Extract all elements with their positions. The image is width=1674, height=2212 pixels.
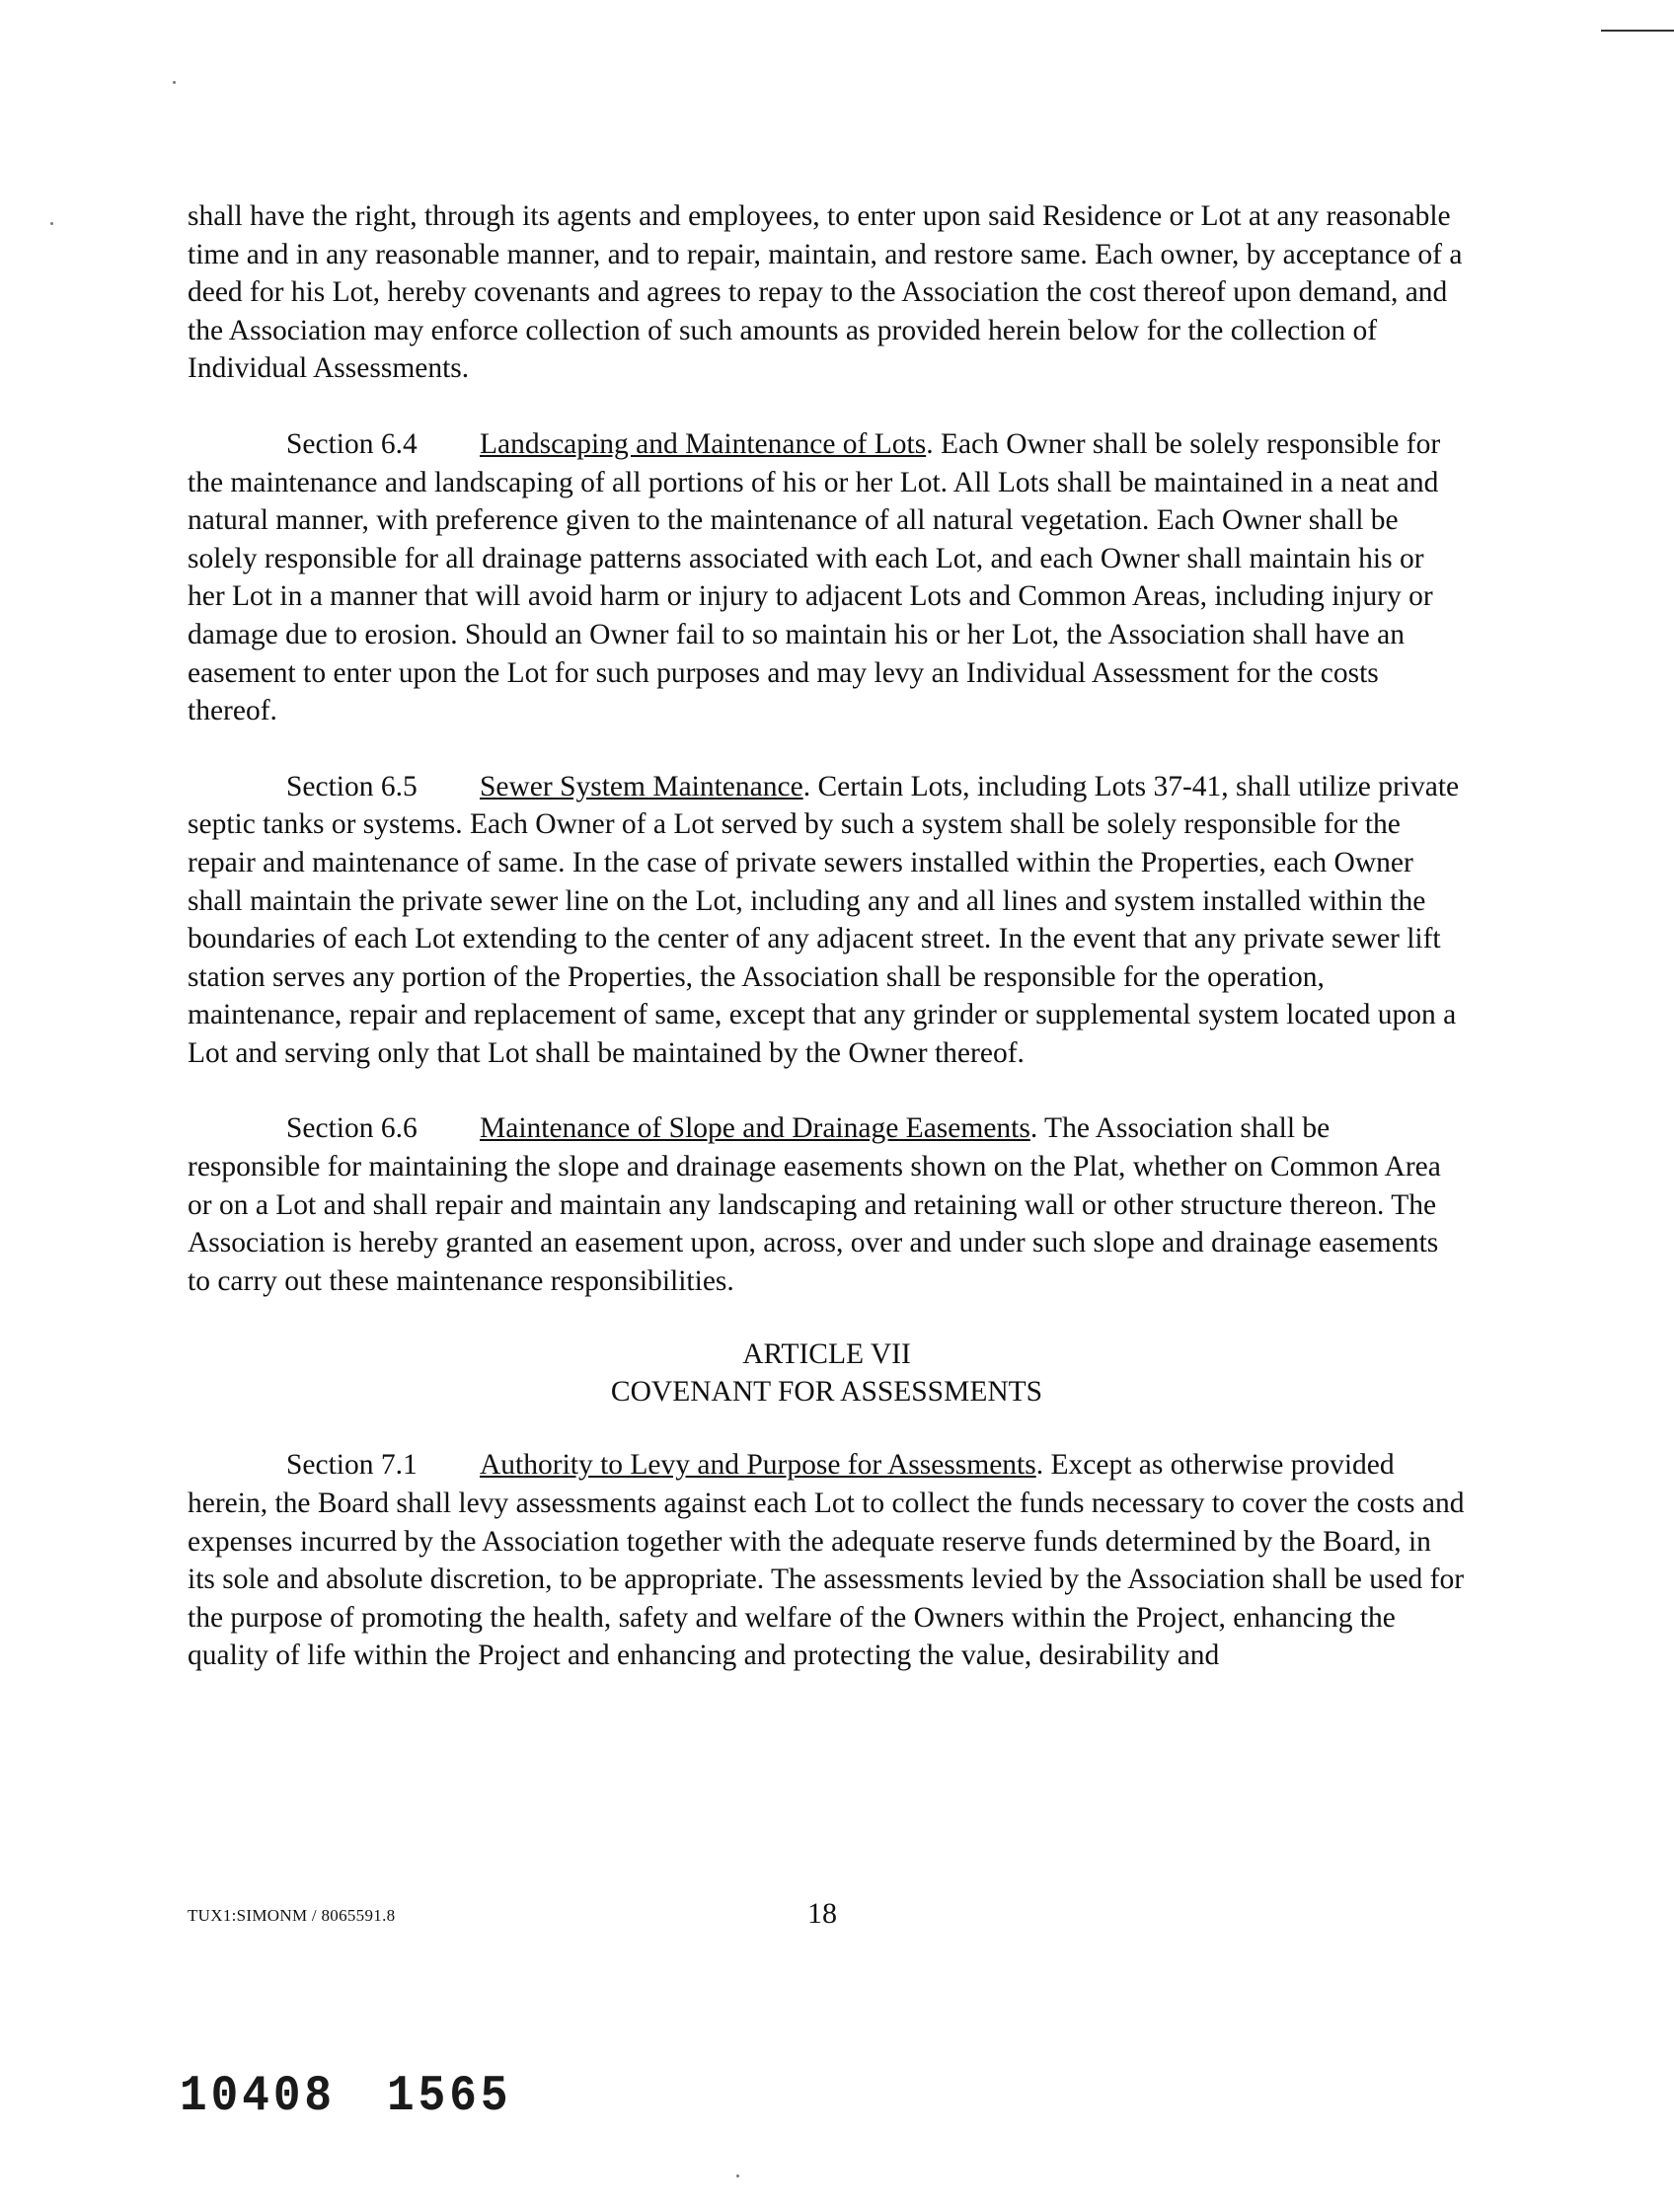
section-7-1 (188, 1446, 1466, 1675)
recording-stamp (180, 2068, 511, 2124)
section-title: Landscaping and Maintenance of Lots (480, 427, 927, 460)
article-number: ARTICLE VII (742, 1338, 911, 1371)
section-number: Section 7.1 (286, 1449, 418, 1482)
section-6-5 (188, 768, 1466, 1073)
scan-speck (173, 81, 176, 84)
section-6-6 (188, 1109, 1466, 1300)
scan-speck (736, 2174, 739, 2177)
section-text: . Each Owner shall be solely responsible for the maintenance and landscaping of all portions of his or her Lot. All Lots shall be maintained in a neat and natural manner, with preference given to the maintenance of all natural vegetation. Each Owner shall be solely responsible for all drainage patterns associated with each Lot, and each Owner shall maintain his or her Lot in a manner that will avoid harm or injury to adjacent Lots and Common Areas, including injury or damage due to erosion. Should an Owner fail to so maintain his or her Lot, the Association shall have an easement to enter upon the Lot for such purposes and may levy an Individual Assessment for the costs thereof. (188, 427, 1441, 727)
section-number: Section 6.4 (286, 427, 418, 460)
footer-document-id: TUX1:SIMONM / 8065591.8 (188, 1906, 396, 1925)
page-number: 18 (807, 1897, 837, 1930)
section-number: Section 6.6 (286, 1112, 418, 1145)
article-title: COVENANT FOR ASSESSMENTS (610, 1376, 1043, 1409)
section-6-4 (188, 425, 1466, 730)
section-text: . Certain Lots, including Lots 37-41, shall utilize private septic tanks or systems. Each Owner of a Lot served by such a system shall be solely responsible for the repair and maintenance of same. In the case of private sewers installed within the Properties, each Owner shall maintain the private sewer line on the Lot, including any and all lines and system installed within the boundaries of each Lot extending to the center of any adjacent street. In the event that any private sewer lift station serves any portion of the Properties, the Association shall be responsible for the operation, maintenance, repair and replacement of same, except that any grinder or supplemental system located upon a Lot and serving only that Lot shall be maintained by the Owner thereof. (188, 770, 1460, 1069)
section-title: Maintenance of Slope and Drainage Easements (480, 1112, 1030, 1145)
article-heading (188, 1335, 1466, 1411)
scan-speck (50, 222, 53, 225)
document-body (188, 197, 1466, 1675)
intro-paragraph: shall have the right, through its agents and employees, to enter upon said Residence or Lot at any reasonable time and in any reasonable manner, and to repair, maintain, and restore same. Each owner, by acceptance of a deed for his Lot, hereby covenants and agrees to repay to the Association the cost thereof upon demand, and the Association may enforce collection of such amounts as provided herein below for the collection of Individual Assessments. (188, 200, 1463, 385)
stamp-page: 1565 (387, 2068, 512, 2125)
section-number: Section 6.5 (286, 770, 418, 802)
stamp-book: 10408 (180, 2068, 337, 2125)
section-title: Sewer System Maintenance (480, 770, 803, 802)
section-text: . Except as otherwise provided herein, the Board shall levy assessments against each Lot to collect the funds necessary to cover the costs and expenses incurred by the Association together with the adequate reserve funds determined by the Board, in its sole and absolute discretion, to be appropriate. The assessments levied by the Association shall be used for the purpose of promoting the health, safety and welfare of the Owners within the Project, enhancing the quality of life within the Project and enhancing and protecting the value, desirability and (188, 1449, 1465, 1672)
section-title: Authority to Levy and Purpose for Assessments (480, 1449, 1036, 1482)
section-text: . The Association shall be responsible for maintaining the slope and drainage easements shown on the Plat, whether on Common Area or on a Lot and shall repair and maintain any landscaping and retaining wall or other structure thereon. The Association is hereby granted an easement upon, across, over and under such slope and drainage easements to carry out these maintenance responsibilities. (188, 1112, 1441, 1297)
scan-edge-line (1601, 30, 1674, 32)
